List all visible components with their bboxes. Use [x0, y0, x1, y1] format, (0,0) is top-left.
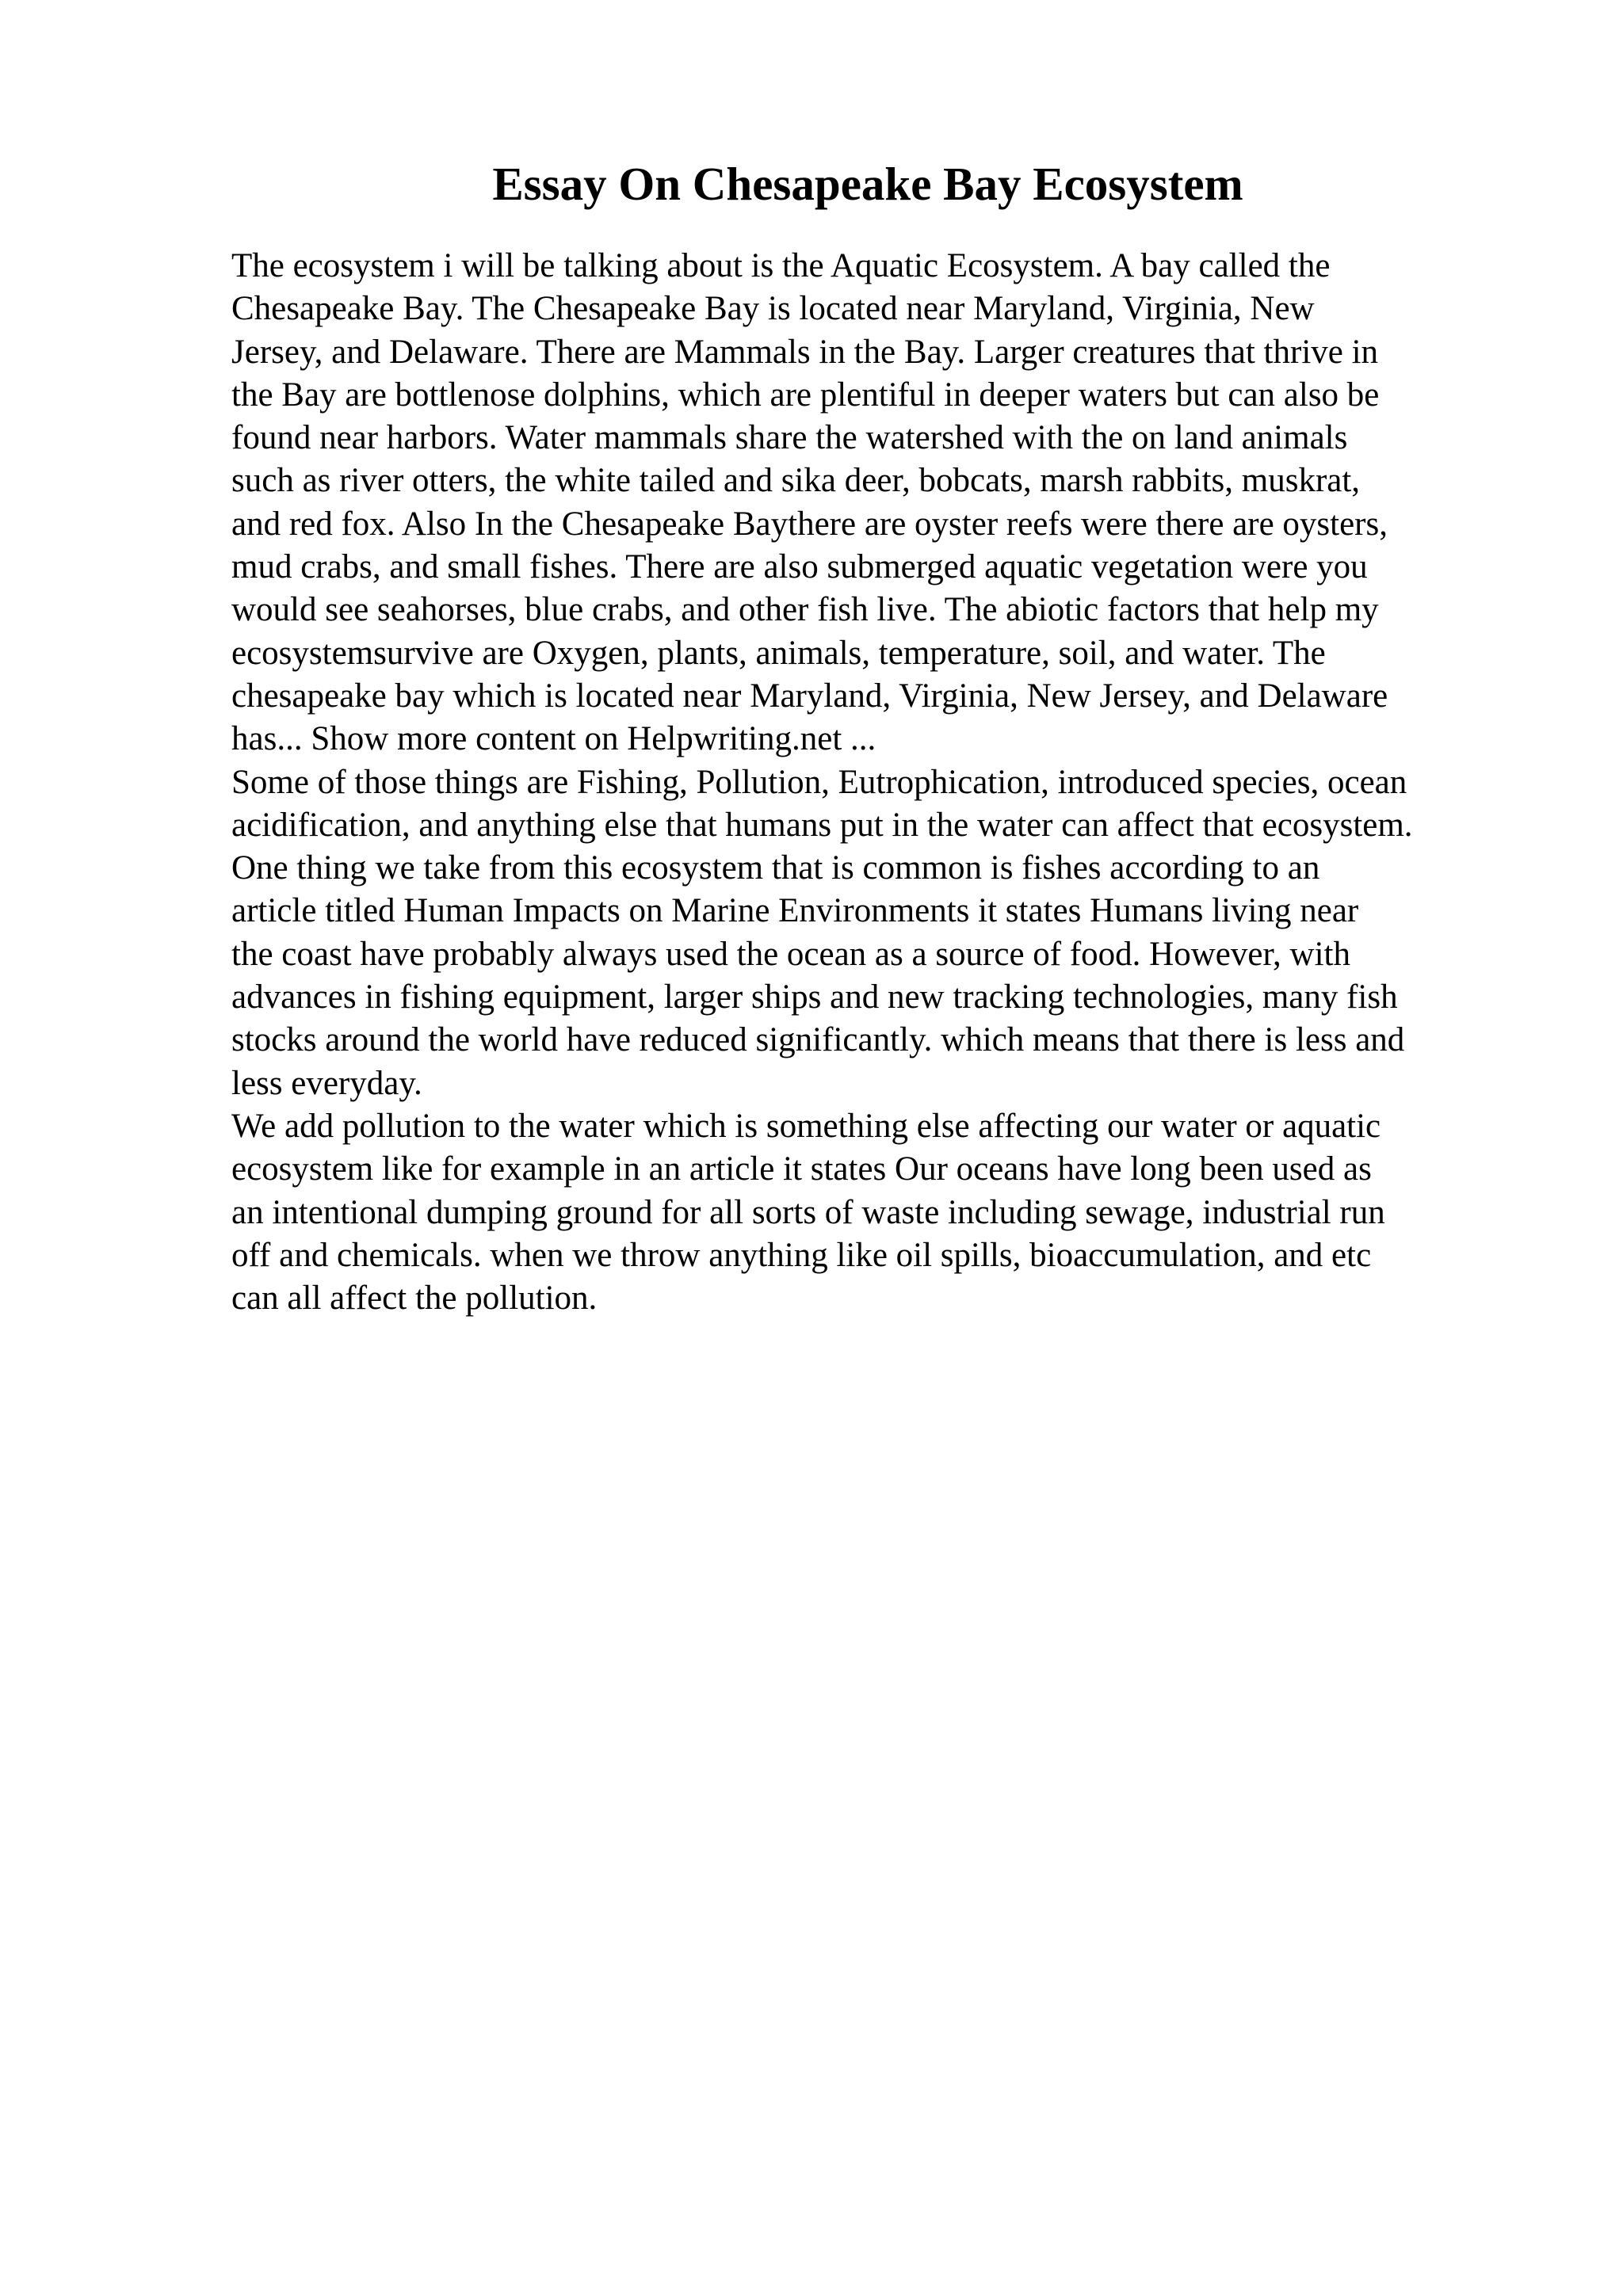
text-line: advances in fishing equipment, larger ships and new tracking technologies, many fish — [231, 978, 1398, 1016]
text-line: less everyday. — [231, 1064, 422, 1102]
text-line: an intentional dumping ground for all sorts of waste including sewage, industrial run — [231, 1193, 1385, 1231]
page-title: Essay On Chesapeake Bay Ecosystem — [492, 158, 1243, 210]
text-line: found near harbors. Water mammals share the watershed with the on land animals — [231, 419, 1348, 457]
text-line: the coast have probably always used the ocean as a source of food. However, with — [231, 935, 1351, 973]
text-line: The ecosystem i will be talking about is the Aquatic Ecosystem. A bay called the — [231, 247, 1331, 284]
text-line: chesapeake bay which is located near Maryland, Virginia, New Jersey, and Delaware — [231, 677, 1388, 715]
text-line: the Bay are bottlenose dolphins, which are plentiful in deeper waters but can also be — [231, 376, 1380, 414]
text-line: ecosystem like for example in an article it states Our oceans have long been used as — [231, 1150, 1372, 1188]
text-line: Chesapeake Bay. The Chesapeake Bay is located near Maryland, Virginia, New — [231, 290, 1315, 328]
text-line: ecosystemsurvive are Oxygen, plants, animals, temperature, soil, and water. The — [231, 634, 1326, 672]
text-line: mud crabs, and small fishes. There are also submerged aquatic vegetation were you — [231, 548, 1368, 586]
text-line: stocks around the world have reduced significantly. which means that there is less and — [231, 1021, 1405, 1059]
text-line: off and chemicals. when we throw anything like oil spills, bioaccumulation, and etc — [231, 1236, 1372, 1274]
essay-body — [231, 245, 1531, 1320]
text-line: has... Show more content on Helpwriting.net ... — [231, 720, 876, 758]
text-line: One thing we take from this ecosystem that is common is fishes according to an — [231, 849, 1320, 887]
text-line: such as river otters, the white tailed and sika deer, bobcats, marsh rabbits, muskrat, — [231, 462, 1361, 500]
text-line: Jersey, and Delaware. There are Mammals in the Bay. Larger creatures that thrive in — [231, 333, 1379, 371]
text-line: can all affect the pollution. — [231, 1280, 598, 1318]
text-line: We add pollution to the water which is something else affecting our water or aquatic — [231, 1107, 1381, 1145]
text-line: would see seahorses, blue crabs, and other fish live. The abiotic factors that help my — [231, 591, 1379, 629]
text-line: article titled Human Impacts on Marine Environments it states Humans living near — [231, 892, 1359, 930]
text-line: Some of those things are Fishing, Pollution, Eutrophication, introduced species, ocean — [231, 763, 1407, 801]
text-line: and red fox. Also In the Chesapeake Baythere are oyster reefs were there are oysters, — [231, 505, 1388, 543]
text-line: acidification, and anything else that humans put in the water can affect that ecosystem. — [231, 806, 1413, 844]
